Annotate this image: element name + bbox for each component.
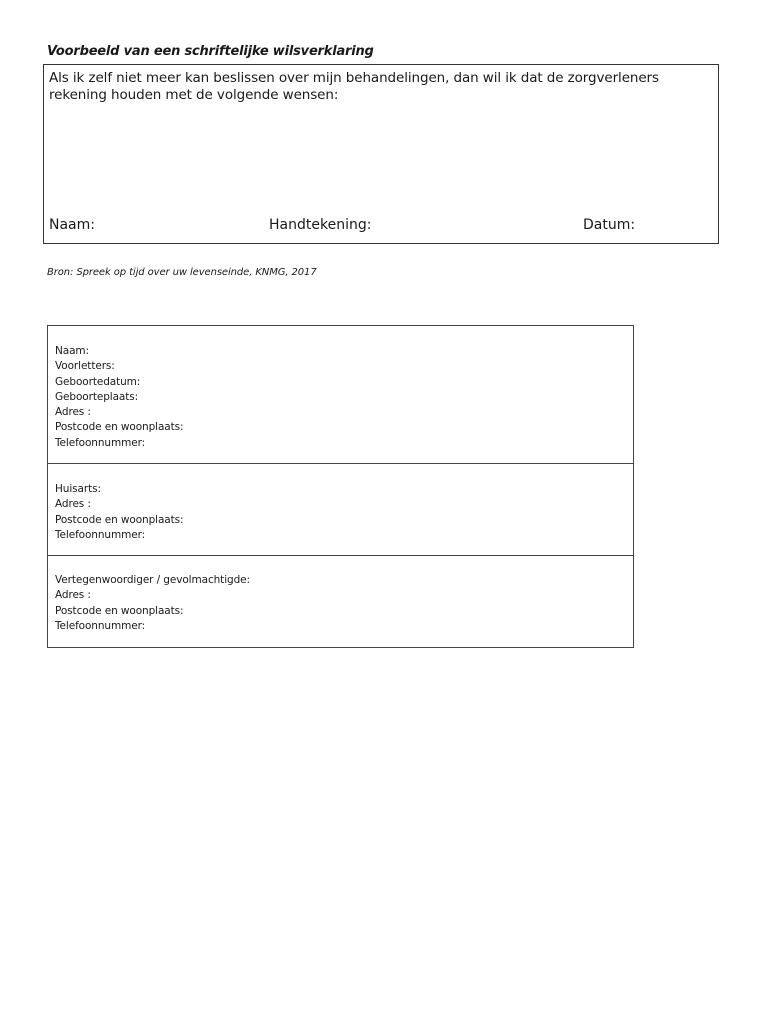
will-intro-line-1: Als ik zelf niet meer kan beslissen over mijn behandelingen, dan wil ik dat de zorgverleners bbox=[49, 70, 659, 86]
document-title: Voorbeeld van een schriftelijke wilsverklaring bbox=[47, 44, 374, 59]
personal-birthdate-label: Geboortedatum: bbox=[55, 375, 141, 388]
date-field-label: Datum: bbox=[583, 217, 636, 233]
gp-phone-label: Telefoonnummer: bbox=[55, 528, 146, 541]
name-field-label: Naam: bbox=[49, 217, 95, 233]
gp-name-label: Huisarts: bbox=[55, 483, 101, 495]
personal-details-section bbox=[48, 326, 633, 464]
will-intro-line-2: rekening houden met de volgende wensen: bbox=[49, 87, 339, 103]
gp-details-section bbox=[48, 464, 633, 556]
personal-initials-label: Voorletters: bbox=[55, 360, 115, 373]
personal-address-label: Adres : bbox=[55, 406, 91, 419]
gp-postcode-city-label: Postcode en woonplaats: bbox=[55, 513, 184, 526]
source-citation: Bron: Spreek op tijd over uw levenseinde, KNMG, 2017 bbox=[47, 267, 317, 278]
representative-phone-label: Telefoonnummer: bbox=[55, 619, 146, 632]
personal-name-label: Naam: bbox=[55, 345, 89, 357]
representative-postcode-city-label: Postcode en woonplaats: bbox=[55, 604, 184, 617]
will-statement-box bbox=[43, 64, 719, 244]
will-intro-text bbox=[49, 70, 709, 104]
personal-info-form bbox=[47, 325, 634, 648]
personal-birthplace-label: Geboorteplaats: bbox=[55, 390, 139, 403]
gp-address-label: Adres : bbox=[55, 498, 91, 511]
signature-field-label: Handtekening: bbox=[269, 217, 372, 233]
personal-phone-label: Telefoonnummer: bbox=[55, 436, 146, 449]
representative-address-label: Adres : bbox=[55, 589, 91, 602]
personal-postcode-city-label: Postcode en woonplaats: bbox=[55, 421, 184, 434]
representative-name-label: Vertegenwoordiger / gevolmachtigde: bbox=[55, 574, 250, 586]
representative-details-section bbox=[48, 556, 633, 648]
